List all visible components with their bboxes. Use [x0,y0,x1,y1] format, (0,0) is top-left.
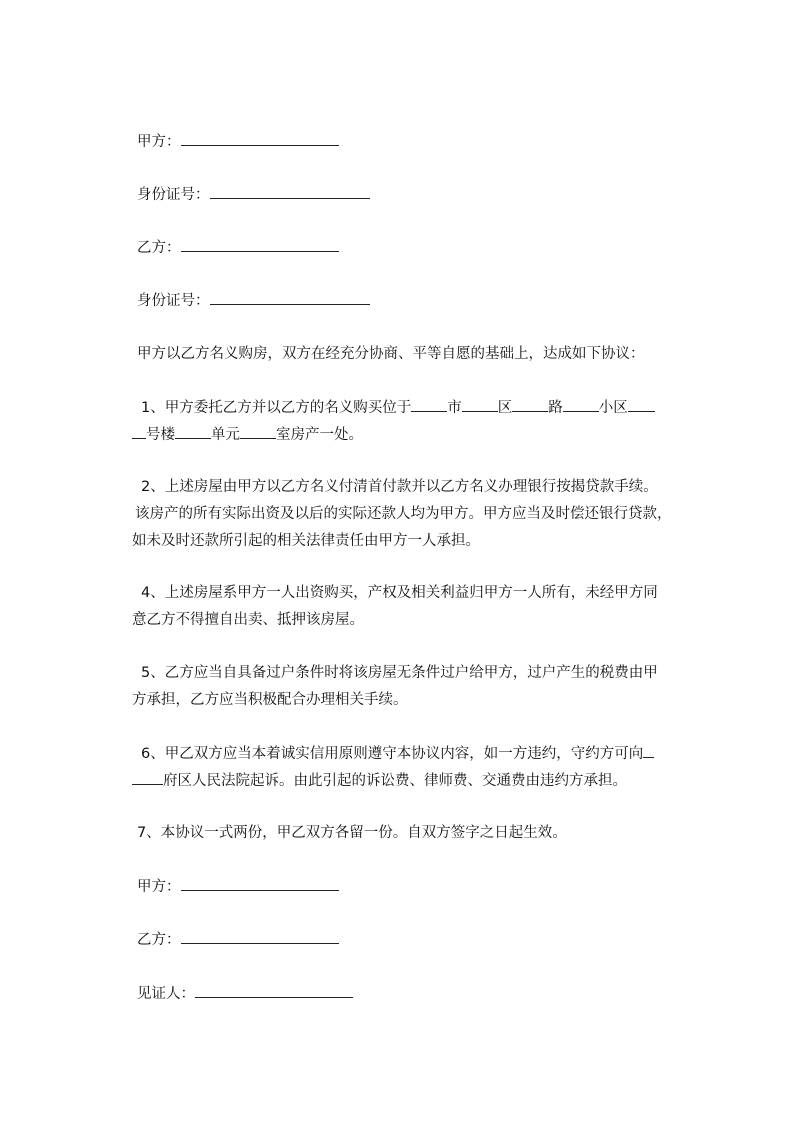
court-blank-a[interactable] [643,743,654,758]
clause-2-line-3: 如未及时还款所引起的相关法律责任由甲方一人承担。 [132,533,480,549]
party-a-id-field [137,184,370,205]
party-b-label: 乙方： [137,240,181,256]
intro-paragraph: 甲方以乙方名义购房，双方在经充分协商、平等自愿的基础上，达成如下协议： [137,346,645,362]
clause-7: 7、本协议一式两份，甲乙双方各留一份。自双方签字之日起生效。 [137,825,567,841]
party-a-field [137,131,339,152]
party-b-field [137,237,339,258]
party-a-label: 甲方： [137,134,181,150]
building-blank-a[interactable] [628,397,655,412]
signature-party-b [137,929,339,950]
signature-witness-blank[interactable] [195,983,353,998]
signature-party-a [137,876,339,897]
room-blank[interactable] [240,424,276,439]
party-a-id-label: 身份证号： [137,187,210,203]
clause-2-line-2: 该房产的所有实际出资及以后的实际还款人均为甲方。甲方应当及时偿还银行贷款， [135,506,672,522]
signature-party-b-label: 乙方： [137,932,181,948]
clause-4-line-2: 意乙方不得擅自出卖、抵押该房屋。 [132,612,364,628]
clause-1-line-2: 号楼 单元 室房产一处。 [132,424,363,445]
clause-6-line-2: 府区人民法院起诉。由此引起的诉讼费、律师费、交通费由违约方承担。 [132,770,627,791]
city-blank[interactable] [411,397,447,412]
party-b-id-field [137,290,370,311]
community-blank[interactable] [563,397,599,412]
signature-witness-label: 见证人： [137,986,195,1002]
party-a-blank[interactable] [181,131,339,146]
party-b-id-label: 身份证号： [137,293,210,309]
clause-5-line-2: 方承担，乙方应当积极配合办理相关手续。 [132,692,408,708]
building-blank-b[interactable] [132,424,146,439]
party-a-id-blank[interactable] [210,184,370,199]
signature-witness [137,983,353,1004]
clause-6-line-1: 6、甲乙双方应当本着诚实信用原则遵守本协议内容，如一方违约，守约方可向 [141,743,654,764]
clause-2-line-1: 2、上述房屋由甲方以乙方名义付清首付款并以乙方名义办理银行按揭贷款手续。 [141,479,658,495]
clause-4-line-1: 4、上述房屋系甲方一人出资购买，产权及相关利益归甲方一人所有，未经甲方同 [141,585,658,601]
road-blank[interactable] [512,397,548,412]
clause-5-line-1: 5、乙方应当自具备过户条件时将该房屋无条件过户给甲方，过户产生的税费由甲 [141,665,658,681]
signature-party-b-blank[interactable] [181,929,339,944]
district-blank[interactable] [462,397,498,412]
unit-blank[interactable] [175,424,211,439]
party-b-blank[interactable] [181,237,339,252]
court-blank-b[interactable] [132,770,163,785]
clause-1-line-1: 1、甲方委托乙方并以乙方的名义购买位于 市 区 路 小区 [141,397,655,418]
signature-party-a-label: 甲方： [137,879,181,895]
signature-party-a-blank[interactable] [181,876,339,891]
party-b-id-blank[interactable] [210,290,370,305]
